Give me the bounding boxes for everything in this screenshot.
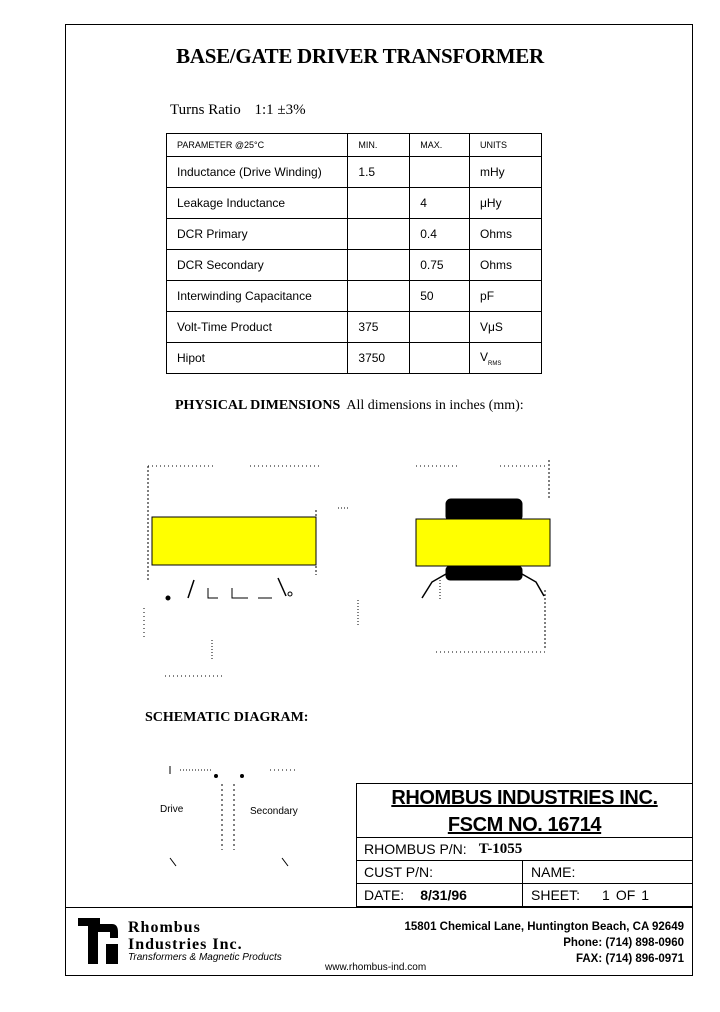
row-max: 4 bbox=[410, 188, 470, 219]
row-units: VμS bbox=[470, 312, 542, 343]
row-max: 50 bbox=[410, 281, 470, 312]
row-parameter: Inductance (Drive Winding) bbox=[167, 157, 348, 188]
website-link[interactable]: www.rhombus-ind.com bbox=[325, 962, 427, 973]
physical-dimensions-note: All dimensions in inches (mm): bbox=[346, 398, 524, 413]
customer-row bbox=[356, 860, 693, 883]
header-parameter: PARAMETER @25°C bbox=[167, 134, 348, 157]
page-title: BASE/GATE DRIVER TRANSFORMER bbox=[176, 44, 544, 68]
row-min: 375 bbox=[348, 312, 410, 343]
footer-rule bbox=[65, 907, 693, 908]
row-units: pF bbox=[470, 281, 542, 312]
sheet-label: SHEET: bbox=[531, 887, 581, 903]
rhombus-logo-icon bbox=[78, 918, 120, 964]
logo-line1: Rhombus bbox=[128, 919, 201, 936]
row-parameter: Volt-Time Product bbox=[167, 312, 348, 343]
row-parameter: DCR Primary bbox=[167, 219, 348, 250]
row-max: 0.4 bbox=[410, 219, 470, 250]
date-value: 8/31/96 bbox=[420, 887, 467, 903]
customer-pn-cell bbox=[356, 861, 523, 883]
header-units: UNITS bbox=[470, 134, 542, 157]
contact-block bbox=[405, 919, 685, 967]
schematic-drive-label: Drive bbox=[160, 804, 184, 815]
address: 15801 Chemical Lane, Huntington Beach, CA 92649 bbox=[404, 921, 684, 933]
turns-ratio-tolerance: ±3% bbox=[277, 102, 306, 118]
part-number-cell bbox=[356, 838, 522, 860]
fscm-number: FSCM NO. 16714 bbox=[447, 814, 602, 836]
row-parameter: Leakage Inductance bbox=[167, 188, 348, 219]
sheet-cell bbox=[523, 884, 649, 906]
row-max: 0.75 bbox=[410, 250, 470, 281]
header-min: MIN. bbox=[348, 134, 410, 157]
row-units: μHy bbox=[470, 188, 542, 219]
row-parameter: Interwinding Capacitance bbox=[167, 281, 348, 312]
company-name: RHOMBUS INDUSTRIES INC. bbox=[391, 787, 658, 809]
row-min: 3750 bbox=[348, 343, 410, 374]
sheet-value: 1 bbox=[602, 887, 610, 903]
row-units: mHy bbox=[470, 157, 542, 188]
row-min: 1.5 bbox=[348, 157, 410, 188]
part-number-value: T-1055 bbox=[478, 840, 523, 857]
date-row bbox=[356, 883, 693, 907]
title-block bbox=[356, 783, 693, 907]
row-parameter: DCR Secondary bbox=[167, 250, 348, 281]
title-block-top-rule bbox=[356, 783, 693, 784]
date-label: DATE: bbox=[364, 887, 405, 903]
row-units: Ohms bbox=[470, 219, 542, 250]
row-parameter: Hipot bbox=[167, 343, 348, 374]
sheet-of: OF bbox=[615, 887, 636, 903]
schematic-secondary-label: Secondary bbox=[250, 806, 298, 817]
logo-text bbox=[128, 919, 243, 953]
physical-dimensions-title: PHYSICAL DIMENSIONS bbox=[175, 398, 341, 413]
units-volts: V bbox=[480, 349, 489, 364]
customer-pn-label: CUST P/N: bbox=[364, 864, 433, 880]
sheet-total: 1 bbox=[641, 887, 650, 903]
turns-ratio-label: Turns Ratio bbox=[170, 102, 241, 118]
part-number-row bbox=[356, 837, 693, 860]
header-max: MAX. bbox=[410, 134, 470, 157]
turns-ratio-value: 1:1 bbox=[254, 102, 274, 118]
phone: Phone: (714) 898-0960 bbox=[563, 937, 684, 949]
units-rms-subscript: RMS bbox=[488, 360, 502, 367]
fax: FAX: (714) 896-0971 bbox=[575, 953, 684, 965]
name-cell bbox=[523, 861, 575, 883]
name-label: NAME: bbox=[531, 864, 576, 880]
date-cell bbox=[356, 884, 523, 906]
row-units: Ohms bbox=[470, 250, 542, 281]
logo-line2: Industries Inc. bbox=[128, 936, 243, 953]
part-number-label: RHOMBUS P/N: bbox=[364, 841, 467, 857]
schematic-heading: SCHEMATIC DIAGRAM: bbox=[145, 710, 309, 725]
logo-tagline: Transformers & Magnetic Products bbox=[128, 952, 282, 963]
